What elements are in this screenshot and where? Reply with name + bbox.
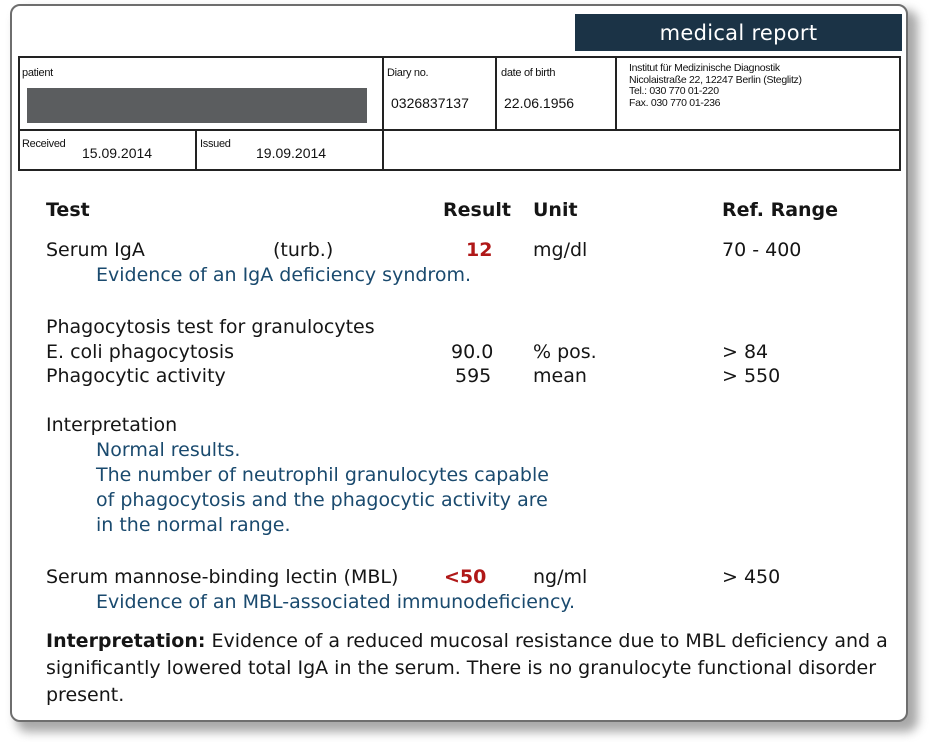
received-label: Received bbox=[22, 138, 66, 150]
institute-address: Nicolaistraße 22, 12247 Berlin (Steglitz) bbox=[629, 73, 802, 86]
mbl-name: Serum mannose-binding lectin (MBL) bbox=[46, 566, 399, 588]
institute-block bbox=[629, 63, 802, 109]
date-of-birth: 22.06.1956 bbox=[504, 95, 575, 111]
ecoli-ref: > 84 bbox=[722, 341, 769, 363]
institute-fax: Fax. 030 770 01-236 bbox=[629, 96, 721, 109]
mbl-result: <50 bbox=[444, 566, 487, 588]
patient-label: patient bbox=[22, 67, 53, 79]
interp-line-4: in the normal range. bbox=[96, 514, 291, 536]
received-date: 15.09.2014 bbox=[82, 145, 153, 161]
col-ref: Ref. Range bbox=[722, 199, 839, 221]
interp-label: Interpretation bbox=[46, 414, 178, 436]
interp-line-1: Normal results. bbox=[96, 439, 241, 461]
report-banner: medical report bbox=[575, 14, 902, 51]
iga-unit: mg/dl bbox=[533, 239, 588, 261]
final-text: Evidence of a reduced mucosal resistance due to MBL deficiency and a significantly lowered total IgA in the serum. There is no granulocyte functional disorder present. bbox=[46, 630, 888, 706]
ecoli-unit: % pos. bbox=[533, 341, 597, 363]
col-result: Result bbox=[443, 199, 511, 221]
activity-ref: > 550 bbox=[722, 365, 781, 387]
iga-ref: 70 - 400 bbox=[722, 239, 802, 261]
institute-name: Institut für Medizinische Diagnostik bbox=[629, 62, 780, 74]
mbl-note: Evidence of an MBL-associated immunodeficiency. bbox=[96, 591, 575, 613]
mbl-unit: ng/ml bbox=[533, 566, 588, 588]
col-test: Test bbox=[46, 199, 90, 221]
institute-tel: Tel.: 030 770 01-220 bbox=[629, 85, 719, 97]
activity-result: 595 bbox=[455, 365, 492, 387]
diary-label: Diary no. bbox=[387, 67, 429, 79]
mbl-ref: > 450 bbox=[722, 566, 781, 588]
interp-line-3: of phagocytosis and the phagocytic activity are bbox=[96, 489, 548, 511]
dob-label: date of birth bbox=[501, 67, 556, 79]
issued-date: 19.09.2014 bbox=[256, 145, 327, 161]
iga-result: 12 bbox=[466, 239, 493, 261]
iga-note: Evidence of an IgA deficiency syndrom. bbox=[96, 264, 471, 286]
final-label: Interpretation: bbox=[46, 630, 206, 652]
issued-label: Issued bbox=[200, 138, 231, 150]
iga-name: Serum IgA bbox=[46, 239, 145, 261]
activity-name: Phagocytic activity bbox=[46, 365, 226, 387]
interp-line-2: The number of neutrophil granulocytes capable bbox=[96, 464, 549, 486]
patient-name-redacted bbox=[27, 88, 367, 123]
col-unit: Unit bbox=[533, 199, 578, 221]
final-interpretation bbox=[46, 628, 898, 709]
iga-method: (turb.) bbox=[273, 239, 334, 261]
activity-unit: mean bbox=[533, 365, 587, 387]
diary-number: 0326837137 bbox=[391, 95, 469, 111]
phago-title: Phagocytosis test for granulocytes bbox=[46, 316, 375, 338]
ecoli-name: E. coli phagocytosis bbox=[46, 341, 235, 363]
ecoli-result: 90.0 bbox=[451, 341, 494, 363]
header-table bbox=[18, 56, 901, 171]
